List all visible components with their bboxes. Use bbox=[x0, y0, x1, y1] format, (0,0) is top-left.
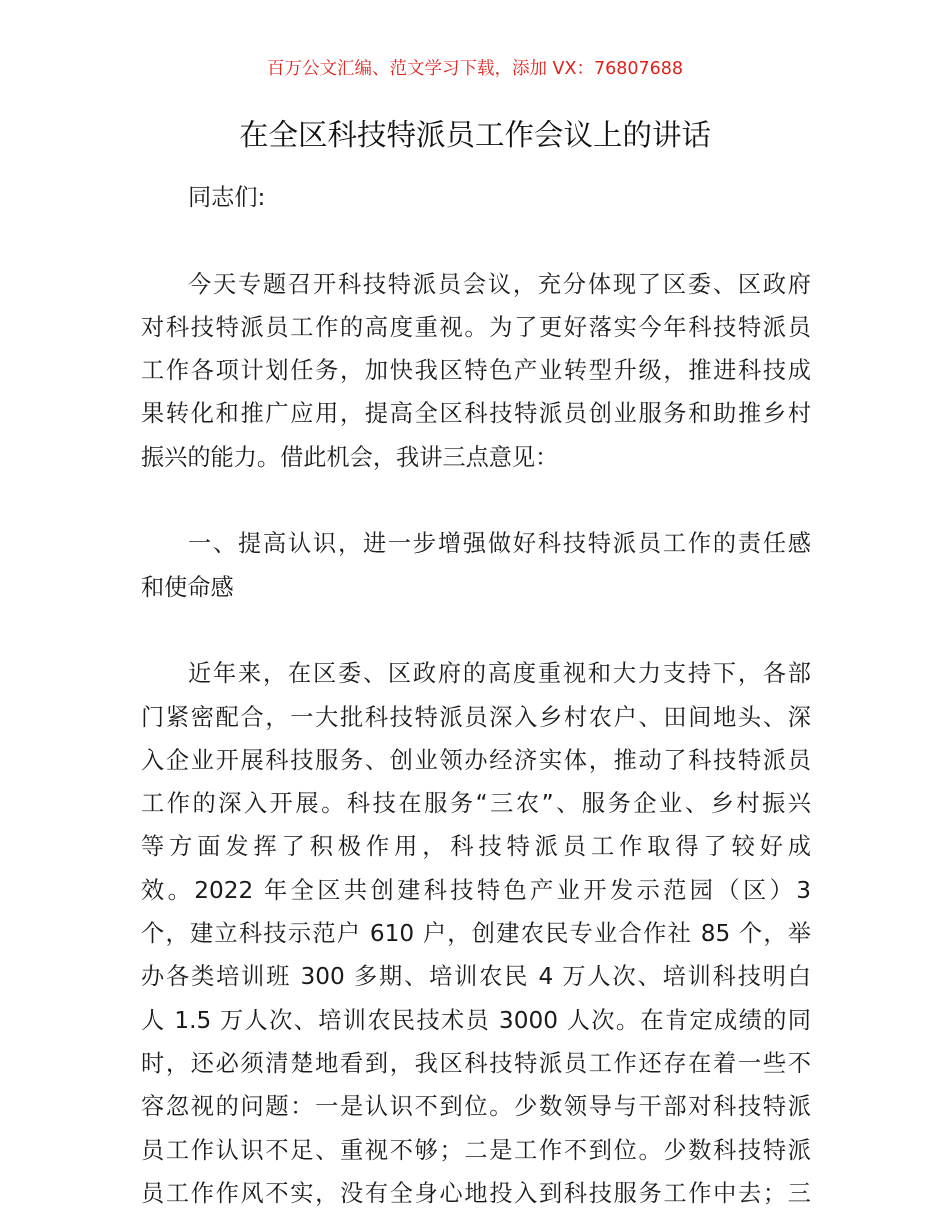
blank-line bbox=[141, 219, 811, 262]
paragraph-line: 容忽视的问题：一是认识不到位。少数领导与干部对科技特派 bbox=[141, 1093, 811, 1121]
paragraph-line: 果转化和推广应用，提高全区科技特派员创业服务和助推乡村 bbox=[141, 400, 811, 428]
paragraph-line: 员工作作风不实，没有全身心地投入到科技服务工作中去；三 bbox=[141, 1179, 811, 1207]
paragraph-line: 今天专题召开科技特派员会议，充分体现了区委、区政府 bbox=[188, 270, 811, 298]
section-heading-line: 和使命感 bbox=[141, 573, 234, 601]
paragraph-line: 振兴的能力。借此机会，我讲三点意见： bbox=[141, 443, 559, 471]
paragraph-line: 门紧密配合，一大批科技特派员深入乡村农户、田间地头、深 bbox=[141, 703, 811, 731]
paragraph-line: 工作各项计划任务，加快我区特色产业转型升级，推进科技成 bbox=[141, 357, 811, 385]
section-heading-line: 一、提高认识，进一步增强做好科技特派员工作的责任感 bbox=[188, 530, 811, 558]
blank-line bbox=[141, 479, 811, 522]
document-body bbox=[141, 176, 811, 1215]
paragraph-line: 近年来，在区委、区政府的高度重视和大力支持下，各部 bbox=[188, 660, 811, 688]
header-note: 百万公文汇编、范文学习下载，添加 VX：76807688 bbox=[266, 59, 684, 79]
paragraph-line: 对科技特派员工作的高度重视。为了更好落实今年科技特派员 bbox=[141, 313, 811, 341]
salutation-line: 同志们: bbox=[188, 184, 266, 211]
paragraph-line: 时，还必须清楚地看到，我区科技特派员工作还存在着一些不 bbox=[141, 1049, 811, 1077]
paragraph-line: 等方面发挥了积极作用，科技特派员工作取得了较好成 bbox=[141, 833, 811, 861]
paragraph-line: 效。2022 年全区共创建科技特色产业开发示范园（区）3 bbox=[141, 876, 811, 904]
paragraph-line: 人 1.5 万人次、培训农民技术员 3000 人次。在肯定成绩的同 bbox=[141, 1006, 811, 1034]
page-title: 在全区科技特派员工作会议上的讲话 bbox=[238, 118, 711, 152]
paragraph-line: 个，建立科技示范户 610 户，创建农民专业合作社 85 个，举 bbox=[141, 920, 811, 948]
paragraph-line: 员工作认识不足、重视不够；二是工作不到位。少数科技特派 bbox=[141, 1136, 811, 1164]
paragraph-line: 入企业开展科技服务、创业领办经济实体，推动了科技特派员 bbox=[141, 746, 811, 774]
blank-line bbox=[141, 609, 811, 652]
paragraph-line: 办各类培训班 300 多期、培训农民 4 万人次、培训科技明白 bbox=[141, 963, 811, 991]
paragraph-line: 工作的深入开展。科技在服务“三农”、服务企业、乡村振兴 bbox=[141, 790, 811, 818]
